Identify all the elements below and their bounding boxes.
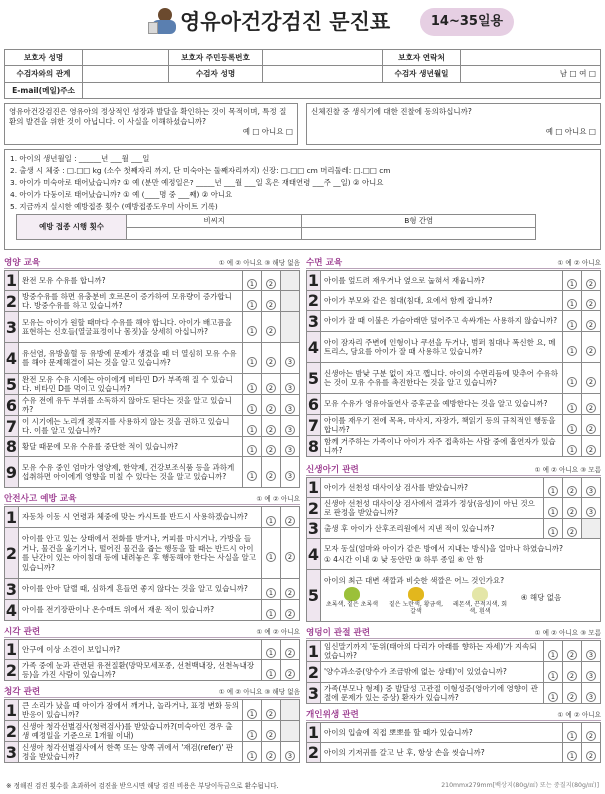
- answer-option[interactable]: 2: [285, 588, 295, 598]
- footer-paper-spec: 210mmx279mm[백상지(80g/㎡) 또는 중질지(80g/㎡)]: [441, 782, 599, 789]
- hearing-section-header: [4, 685, 300, 698]
- answer-option[interactable]: 2: [285, 669, 295, 679]
- answer-option[interactable]: 1: [266, 609, 276, 619]
- answer-option[interactable]: 3: [285, 357, 295, 367]
- answer-option[interactable]: 3: [285, 383, 295, 393]
- question-number: 1: [5, 640, 18, 659]
- answer-option[interactable]: 1: [567, 731, 577, 741]
- vaccination-col-bcg: 비씨지: [127, 215, 302, 228]
- stool-option-2[interactable]: 짙은 노란색, 황금색, 갈색: [388, 587, 444, 615]
- safety-section-header: [4, 492, 300, 505]
- newborn-q4: 모자 동실(엄마와 아이가 같은 방에서 지내는 방식)을 얼마나 하였습니까?: [324, 544, 564, 553]
- q-birthdate: 1. 아이의 생년월일 : ______년 ___월 ___일: [10, 154, 150, 163]
- answer-option[interactable]: 2: [266, 425, 276, 435]
- vaccination-table: [16, 214, 536, 240]
- question-number: 4: [5, 600, 18, 620]
- answer-option[interactable]: 2: [586, 731, 596, 741]
- question-number: 8: [5, 437, 18, 456]
- answer-option[interactable]: 1: [247, 709, 257, 719]
- vision-table: [4, 639, 300, 681]
- stool-color-options: [324, 587, 597, 615]
- question-number: 4: [307, 332, 321, 363]
- answer-option[interactable]: 1: [247, 471, 257, 481]
- answer-option[interactable]: 1: [247, 425, 257, 435]
- answer-option[interactable]: 2: [567, 692, 577, 702]
- guardian-info-table: [4, 49, 601, 99]
- header: [0, 0, 605, 44]
- nutrition-q6: 수유 전에 유두 부위를 소독하지 않아도 된다는 것을 알고 있습니까?: [19, 395, 243, 416]
- answer-option[interactable]: 1: [266, 588, 276, 598]
- question-number: 1: [307, 478, 320, 497]
- guardian-name-label: 보호자 성명: [5, 50, 83, 66]
- answer-option[interactable]: 2: [266, 730, 276, 740]
- sleep-q4: 아이 잠자리 주변에 인형이나 쿠션을 두거나, 범퍼 침대나 폭신한 요, 메트리스, 담요를 아이가 잘 때 사용하고 있습니까?: [321, 332, 563, 363]
- sleep-q7: 아이를 재우기 전에 목욕, 마사지, 자장가, 책읽기 등의 규칙적인 행동을 합니까?: [321, 415, 563, 436]
- answer-option[interactable]: 2: [567, 527, 577, 537]
- guardian-contact-field[interactable]: [461, 50, 601, 66]
- safety-section-title: 안전사고 예방 교육: [4, 494, 77, 504]
- question-number: 1: [5, 507, 18, 527]
- question-number: 2: [307, 662, 320, 682]
- nutrition-q1: 완전 모유 수유를 합니까?: [19, 271, 243, 291]
- answer-option[interactable]: 1: [266, 516, 276, 526]
- question-number: 2: [307, 498, 320, 518]
- hip-table: [306, 640, 601, 704]
- hip-q1: 임신말기까지 '둔위(태아의 다리가 아래를 향하는 자세)'가 지속되었습니까?: [321, 641, 544, 662]
- consent-right-yn[interactable]: 예 □ 아니요 □: [545, 126, 596, 136]
- vision-section-header: [4, 625, 300, 638]
- question-number: 1: [307, 723, 320, 742]
- hearing-section-title: 청각 관련: [4, 687, 41, 697]
- answer-option[interactable]: 1: [567, 751, 577, 761]
- hearing-q1: 큰 소리가 났을 때 아이가 잠에서 깨거나, 놀라거나, 표정 변화 등의 반응이 있습니까?: [19, 700, 243, 721]
- newborn-section-header: [306, 463, 601, 476]
- question-number: 6: [307, 394, 320, 414]
- nutrition-q8: 황달 때문에 모유 수유를 중단한 적이 있습니까?: [19, 437, 243, 457]
- answer-option[interactable]: 3: [285, 404, 295, 414]
- answer-option[interactable]: 3: [285, 445, 295, 455]
- safety-q4: 아이를 전기장판이나 온수매트 위에서 재운 적이 있습니까?: [19, 600, 262, 621]
- answer-option[interactable]: 2: [567, 507, 577, 517]
- sleep-table: [306, 270, 601, 457]
- answer-option[interactable]: 2: [567, 671, 577, 681]
- answer-option[interactable]: 2: [285, 552, 295, 562]
- stool-option-4[interactable]: ④ 해당 없음: [520, 593, 562, 603]
- answer-option[interactable]: 1: [567, 403, 577, 413]
- answer-option[interactable]: 3: [285, 751, 295, 761]
- question-number: 2: [5, 721, 18, 741]
- question-number: 2: [5, 528, 19, 579]
- answer-option[interactable]: 1: [247, 357, 257, 367]
- hygiene-section-header: [306, 708, 601, 721]
- newborn-options-legend: ① 예 ② 아니요 ③ 모름: [534, 466, 601, 474]
- newborn-table: [306, 477, 601, 622]
- answer-option[interactable]: 1: [247, 730, 257, 740]
- relation-label: 수검자와의 관계: [5, 66, 83, 82]
- answer-option[interactable]: 2: [266, 404, 276, 414]
- answer-option[interactable]: 3: [586, 507, 596, 517]
- answer-option[interactable]: 3: [285, 471, 295, 481]
- gender-field[interactable]: 남 □ 여 □: [461, 66, 601, 82]
- answer-option[interactable]: 2: [586, 279, 596, 289]
- answer-option[interactable]: 2: [266, 751, 276, 761]
- vaccination-bcg-field[interactable]: [127, 228, 302, 240]
- vaccination-hepb-field[interactable]: [302, 228, 536, 240]
- sleep-q8: 함께 거주하는 가족이나 아이가 자주 접촉하는 사람 중에 흡연자가 있습니까?: [321, 436, 563, 457]
- nutrition-q2: 방중수유를 하면 유충분비 호르몬이 증가하여 모유량이 증가합니다. 방중수유를 하고 있습니까?: [19, 291, 243, 312]
- hip-q3: 가족(부모나 형제) 중 발달성 고관절 이형성증(영아기에 영향이 관절에 문제가 있는 증상) 환자가 있습니까?: [321, 683, 544, 704]
- vaccination-col-hepb: B형 간염: [302, 215, 536, 228]
- sleep-section-title: 수면 교육: [306, 258, 343, 268]
- answer-option[interactable]: 1: [247, 383, 257, 393]
- vaccination-label: 예방 접종 시행 횟수: [17, 215, 127, 240]
- stool-option-3[interactable]: 레몬색, 끈적지색, 회색, 흰색: [452, 587, 508, 615]
- answer-option[interactable]: 3: [586, 650, 596, 660]
- question-number: 8: [307, 436, 320, 456]
- sleep-q2: 아이가 부모와 같은 침대(침대, 요에서 함께 잡니까?: [321, 291, 563, 311]
- answer-option[interactable]: 1: [548, 507, 558, 517]
- answer-option[interactable]: 1: [247, 300, 257, 310]
- answer-option[interactable]: 2: [266, 279, 276, 289]
- consent-box-left: [4, 103, 298, 145]
- question-number: 3: [307, 519, 320, 538]
- newborn-q1: 아이가 선천성 대사이상 검사를 받았습니까?: [321, 478, 544, 498]
- hip-options-legend: ① 예 ② 아니요 ③ 모름: [534, 629, 601, 637]
- question-number: 5: [5, 374, 18, 394]
- answer-option[interactable]: 2: [586, 299, 596, 309]
- question-number: 2: [307, 291, 320, 310]
- q-vaccination: 5. 지금까지 실시한 예방접종 횟수 (예방접종도우미 사이트 기록): [10, 202, 218, 211]
- sleep-options-legend: ① 예 ② 아니요: [557, 259, 601, 267]
- hygiene-section-title: 개인위생 관련: [306, 710, 359, 720]
- subject-name-label: 수검자 성명: [169, 66, 263, 82]
- sleep-q5: 신생아는 밤낮 구분 없이 자고 깹니다. 아이의 수면리듬에 맞추어 수유하는 것이 모유 수유를 촉진한다는 것을 알고 있습니까?: [321, 363, 563, 394]
- question-number: 5: [307, 570, 321, 622]
- question-number: 5: [307, 363, 321, 394]
- consent-left-yn[interactable]: 예 □ 아니요 □: [242, 127, 293, 136]
- question-number: 3: [307, 311, 320, 331]
- answer-option[interactable]: 2: [266, 326, 276, 336]
- stool-swatch-pale: [472, 587, 488, 601]
- answer-option[interactable]: 2: [266, 445, 276, 455]
- question-number: 2: [307, 743, 320, 762]
- question-number: 4: [5, 343, 19, 374]
- answer-option[interactable]: 1: [567, 346, 577, 356]
- email-label: E-mail(메일)주소: [5, 82, 83, 98]
- left-column: [4, 256, 300, 763]
- answer-option[interactable]: 1: [247, 279, 257, 289]
- answer-option[interactable]: 2: [266, 709, 276, 719]
- page-title: 영유아건강검진 문진표: [180, 10, 391, 34]
- answer-option[interactable]: 2: [586, 424, 596, 434]
- nutrition-q7: 이 시기에는 노리개 젖꼭지를 사용하지 않는 것을 권하고 있습니다. 이를 알고 있습니까?: [19, 416, 243, 437]
- answer-option[interactable]: 1: [567, 279, 577, 289]
- answer-option[interactable]: 2: [586, 403, 596, 413]
- vision-section-title: 시각 관련: [4, 627, 41, 637]
- vision-q1: 안구에 이상 소견이 보입니까?: [19, 640, 262, 660]
- answer-option[interactable]: 2: [266, 471, 276, 481]
- q-multiple: 4. 아이가 다둥이로 태어났습니까? ① 예 (____명 중 ___째) ② 아니요: [10, 190, 233, 199]
- q-premature: 3. 아이가 미숙아로 태어났습니까? ① 예 (분만 예정일은? _____년 ___월 ___일 혹은 재태연령 ___주 __일) ② 아니요: [10, 178, 384, 187]
- sleep-q6: 모유 수유가 영유아돌연사 증후군을 예방한다는 것을 알고 있습니까?: [321, 394, 563, 415]
- newborn-section-title: 신생아기 관련: [306, 465, 359, 475]
- right-column: [306, 256, 601, 763]
- answer-option[interactable]: 1: [548, 650, 558, 660]
- question-number: 3: [5, 742, 18, 762]
- hygiene-q1: 아이의 입술에 직접 뽀뽀를 할 때가 있습니까?: [321, 723, 563, 743]
- stool-swatch-yellow: [408, 587, 424, 601]
- hearing-q3: 신생아 청각선별검사에서 한쪽 또는 양쪽 귀에서 '재검(refer)' 판정을 받았습니까?: [19, 742, 243, 763]
- question-number: 6: [5, 395, 18, 415]
- answer-option[interactable]: 1: [266, 648, 276, 658]
- basic-questions: [4, 149, 601, 250]
- answer-option[interactable]: 2: [567, 486, 577, 496]
- question-number: 7: [307, 415, 320, 435]
- answer-option[interactable]: 3: [285, 425, 295, 435]
- question-number: 1: [5, 271, 18, 290]
- nutrition-q9: 모유 수유 중인 엄마가 영양제, 한약제, 건강보조식품 등을 과하게 섭취하면 아이에게 영향을 미칠 수 있다는 것을 알고 있습니까?: [19, 457, 243, 488]
- nutrition-q5: 완전 모유 수유 시에는 아이에게 비타민 D가 부족해 질 수 있습니다. 비타민 D를 먹이고 있습니까?: [19, 374, 243, 395]
- answer-option[interactable]: 1: [567, 377, 577, 387]
- hip-section-header: [306, 626, 601, 639]
- question-number: 3: [5, 579, 18, 599]
- question-number: 9: [5, 457, 19, 488]
- hygiene-table: [306, 722, 601, 763]
- answer-option[interactable]: 2: [266, 357, 276, 367]
- answer-option[interactable]: 1: [247, 326, 257, 336]
- hygiene-q2: 아이의 기저귀를 갈고 난 후, 항상 손을 씻습니까?: [321, 743, 563, 763]
- question-number: 2: [5, 291, 18, 311]
- hygiene-options-legend: ① 예 ② 아니요: [557, 711, 601, 719]
- question-number: 3: [307, 683, 320, 703]
- stool-swatch-green: [344, 587, 360, 601]
- sleep-q1: 아이를 엎드려 재우거나 옆으로 눕혀서 재웁니까?: [321, 271, 563, 291]
- nutrition-section-title: 영양 교육: [4, 258, 41, 268]
- answer-option[interactable]: 1: [548, 486, 558, 496]
- answer-option[interactable]: 2: [285, 648, 295, 658]
- sleep-q3: 아이가 잘 때 이불은 가슴아래만 덮어주고 속싸개는 사용하지 않습니까?: [321, 311, 563, 332]
- guardian-id-label: 보호자 주민등록번호: [169, 50, 263, 66]
- answer-option[interactable]: 2: [586, 445, 596, 455]
- question-number: 2: [5, 660, 18, 680]
- question-number: 1: [307, 641, 320, 661]
- sleep-section-header: [306, 256, 601, 269]
- answer-option[interactable]: 1: [247, 751, 257, 761]
- answer-option[interactable]: 2: [567, 650, 577, 660]
- answer-option[interactable]: 1: [548, 527, 558, 537]
- nutrition-q3: 모유는 아이가 원할 때마다 수유를 해야 합니다. 아이가 배고픔을 표현하는 신호들(열굴표정이나 몸짓)을 상세히 아십니까?: [19, 312, 243, 343]
- answer-option[interactable]: 1: [567, 299, 577, 309]
- hearing-q2: 신생아 청각선별검사(청력검사)를 받았습니까?(미숙아인 경우 출생 예정일을 기준으로 1개월 이내): [19, 721, 243, 742]
- answer-option[interactable]: 1: [567, 445, 577, 455]
- answer-option[interactable]: 2: [586, 751, 596, 761]
- nutrition-table: [4, 270, 300, 488]
- nutrition-q4: 유선염, 유방울혈 등 유방에 문제가 생겼을 때 더 열심히 모유 수유를 해야 문제해결이 되는 것을 알고 있습니까?: [19, 343, 243, 374]
- subject-birth-label: 수검자 생년월일: [383, 66, 461, 82]
- question-number: 7: [5, 416, 18, 436]
- question-number: 3: [5, 312, 19, 343]
- answer-option[interactable]: 1: [567, 424, 577, 434]
- subject-name-field[interactable]: [263, 66, 383, 82]
- answer-option[interactable]: 2: [586, 346, 596, 356]
- consent-box-right: [306, 103, 601, 145]
- answer-option[interactable]: 3: [586, 486, 596, 496]
- answer-option[interactable]: 1: [548, 692, 558, 702]
- guardian-name-field[interactable]: [83, 50, 169, 66]
- answer-option[interactable]: 1: [247, 404, 257, 414]
- hip-section-title: 영덩이 관절 관련: [306, 628, 371, 638]
- newborn-q5: 아이의 최근 대변 색깔과 비슷한 색깔은 어느 것인가요?: [324, 575, 505, 585]
- consent-left-text: 영유아건강검진은 영유아의 정상적인 성장과 발달을 확인하는 것이 목적이며, 특정 질환의 발견을 위한 것이 아닙니다. 이 사실을 이해하셨습니까?: [9, 107, 287, 126]
- safety-q2: 아이를 안고 있는 상태에서 전화를 받거나, 커피를 마시거나, 가방을 들거나, 물건을 옮기거나, 떨어진 물건을 줍는 행동을 할 때는 반드시 아이를 난간이 있는 아이침대 등에 내려놓은 후 행동해야 한다는 사실을 알고 있습니까?: [19, 528, 262, 579]
- guardian-contact-label: 보호자 연락처: [383, 50, 461, 66]
- answer-option[interactable]: 3: [586, 692, 596, 702]
- rooming-options[interactable]: ① 4시간 이내 ② 낮 동안만 ③ 하루 종일 ④ 안 함: [324, 554, 484, 564]
- question-number: 1: [5, 700, 18, 720]
- newborn-q2: 신생아 선천성 대사이상 검사에서 결과가 정상(음성)이 아닌 것으로 판정을 받았습니까?: [321, 498, 544, 519]
- answer-option[interactable]: 2: [285, 516, 295, 526]
- hearing-table: [4, 699, 300, 763]
- answer-option[interactable]: 1: [266, 669, 276, 679]
- answer-option[interactable]: 1: [247, 445, 257, 455]
- hip-q2: '양수과소증(양수가 조금밖에 없는 상태)'이 있었습니까?: [321, 662, 544, 683]
- newborn-q3: 출생 후 아이가 산후조리원에서 지낸 적이 있습니까?: [321, 519, 544, 539]
- nutrition-section-header: [4, 256, 300, 269]
- answer-option[interactable]: 1: [567, 320, 577, 330]
- answer-option[interactable]: 1: [266, 552, 276, 562]
- guardian-id-field[interactable]: [263, 50, 383, 66]
- question-number: 4: [307, 539, 321, 570]
- safety-q1: 자동차 이동 시 연령과 체중에 맞는 카시트를 반드시 사용하겠습니까?: [19, 507, 262, 528]
- q-birth-weight: 2. 출생 시 체중 : □.□□ kg (소수 첫째자리 까지, 단 미숙아는 둘째자리까지) 신장: □.□□ cm 머리둘레: □.□□ cm: [10, 166, 391, 175]
- safety-table: [4, 506, 300, 621]
- answer-option[interactable]: 2: [285, 609, 295, 619]
- nutrition-options-legend: ① 예 ② 아니요 ③ 해당 없음: [218, 259, 300, 267]
- safety-options-legend: ① 예 ② 아니요: [256, 495, 300, 503]
- vision-options-legend: ① 예 ② 아니요: [256, 628, 300, 636]
- child-icon: [148, 8, 176, 36]
- answer-option[interactable]: 2: [266, 300, 276, 310]
- answer-option[interactable]: 2: [266, 383, 276, 393]
- answer-option[interactable]: 2: [586, 320, 596, 330]
- answer-option[interactable]: 1: [548, 671, 558, 681]
- answer-option[interactable]: 2: [586, 377, 596, 387]
- footer-note: ※ 정해진 검진 횟수를 초과하여 검진을 받으시면 해당 검진 비용은 부당이득금으로 환수됩니다.: [6, 782, 279, 790]
- vision-q2: 가족 중에 눈과 관련된 유전질환(망막모세포종, 선천백내장, 선천녹내장 등)을 가진 사람이 있습니까?: [19, 660, 262, 681]
- question-number: 1: [307, 271, 320, 290]
- age-badge: 14~35일용: [420, 8, 514, 36]
- consent-right-text: 신체진찰 중 생식기에 대한 진찰에 동의하십니까?: [311, 107, 472, 116]
- answer-option[interactable]: 3: [586, 671, 596, 681]
- hearing-options-legend: ① 예 ② 아니요 ③ 해당 없음: [218, 688, 300, 696]
- safety-q3: 아이를 안아 달랠 때, 심하게 흔들면 좋지 않다는 것을 알고 있습니까?: [19, 579, 262, 600]
- relation-field[interactable]: [83, 66, 169, 82]
- stool-option-1[interactable]: 초록색, 짙은 초록색: [324, 587, 380, 608]
- email-field[interactable]: [83, 82, 601, 98]
